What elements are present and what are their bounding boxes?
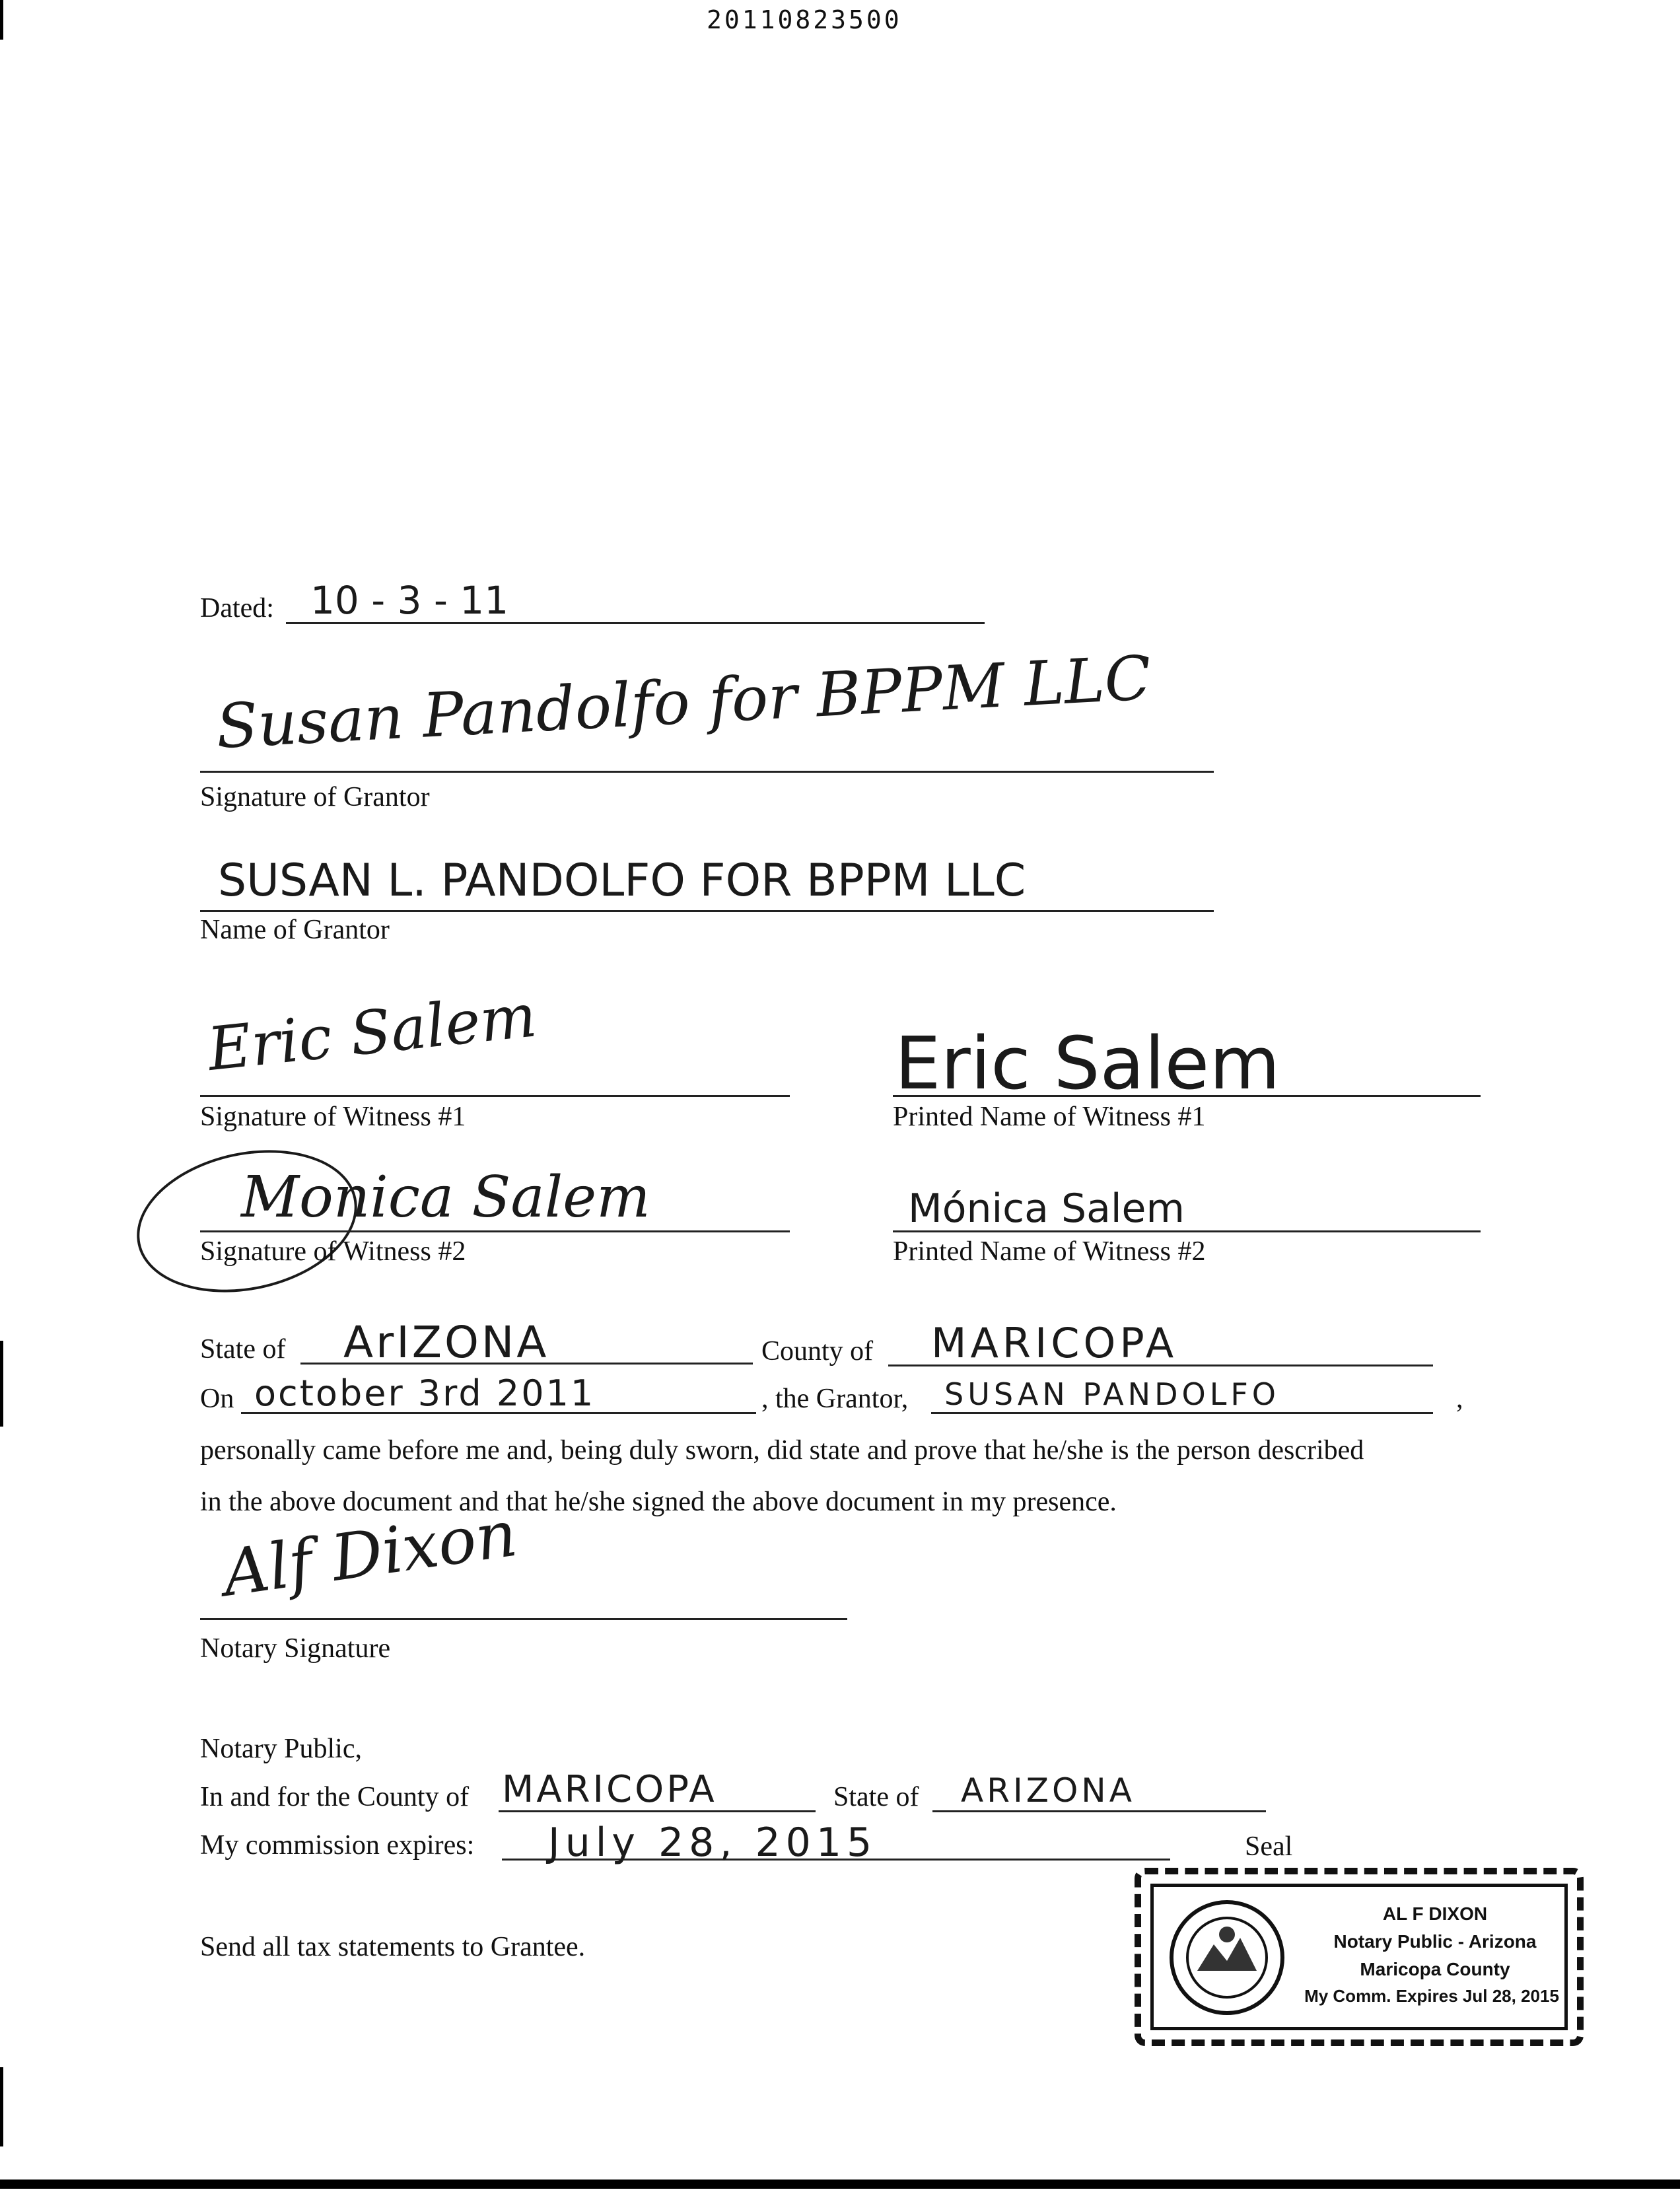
notary-signature-label: Notary Signature [200,1633,391,1664]
grantor-name-line [200,910,1214,912]
notary-public-label: Notary Public, [200,1734,362,1764]
stamp-name: AL F DIXON [1382,1903,1488,1924]
witness1-printed-value: Eric Salem [895,1021,1280,1106]
witness2-signature-line [200,1230,790,1232]
stamp-title: Notary Public - Arizona [1333,1931,1537,1952]
commission-value: July 28, 2015 [548,1820,878,1866]
on-label: On [200,1384,234,1414]
state-seal-emblem [1168,1898,1286,2017]
grantor-signature-label: Signature of Grantor [200,782,430,812]
witness2-printed-line [893,1230,1481,1232]
county-label: County of [761,1336,874,1366]
grantor-signature-line [200,771,1214,773]
witness2-signature-label: Signature of Witness #2 [200,1236,466,1267]
grantor-signature: Susan Pandolfo for BPPM LLC [214,642,1153,762]
notary-county-label: In and for the County of [200,1782,470,1812]
tax-statement-note: Send all tax statements to Grantee. [200,1932,586,1962]
seal-label: Seal [1245,1831,1293,1862]
witness2-signature: Monica Salem [241,1164,650,1230]
witness2-printed-value: Mónica Salem [908,1186,1185,1232]
commission-label: My commission expires: [200,1830,475,1861]
acknowledgment-text-line2: in the above document and that he/she signed the above document in my presence. [200,1487,1117,1517]
grantor-ack-value: SUSAN PANDOLFO [944,1376,1280,1412]
notary-state-line [932,1810,1266,1812]
state-label: State of [200,1334,286,1365]
scan-edge-left-bottom [0,2067,3,2146]
acknowledgment-text-line1: personally came before me and, being duly sworn, did state and prove that he/she is the person described [200,1435,1364,1466]
dated-value: 10 - 3 - 11 [310,578,509,623]
dated-label: Dated: [200,593,274,623]
notary-signature-line [200,1618,847,1620]
notary-stamp [1135,1868,1584,2046]
notary-state-label: State of [833,1782,919,1812]
notary-county-value: MARICOPA [502,1768,717,1811]
grantor-name-value: SUSAN L. PANDOLFO FOR BPPM LLC [218,855,1026,907]
witness1-printed-line [893,1095,1481,1097]
witness2-printed-label: Printed Name of Witness #2 [893,1236,1206,1267]
scan-edge-left-top [0,0,3,40]
stamp-county: Maricopa County [1360,1959,1510,1979]
witness1-printed-label: Printed Name of Witness #1 [893,1102,1206,1132]
notary-state-value: ARIZONA [961,1771,1135,1810]
grantor-name-label: Name of Grantor [200,915,390,945]
document-number: 20110823500 [707,5,902,34]
notary-signature: Alf Dixon [218,1496,522,1611]
witness1-signature-label: Signature of Witness #1 [200,1102,466,1132]
county-value: MARICOPA [931,1319,1178,1367]
scan-edge-bottom [0,2180,1680,2189]
witness1-signature: Eric Salem [204,981,540,1084]
grantor-ack-label: , the Grantor, [761,1384,909,1414]
stamp-expires: My Comm. Expires Jul 28, 2015 [1304,1986,1559,2006]
grantor-ack-line [931,1412,1433,1414]
on-value: october 3rd 2011 [254,1372,596,1414]
state-value: ArIZONA [343,1317,549,1368]
witness1-signature-line [200,1095,790,1097]
grantor-ack-comma: , [1456,1384,1463,1414]
scan-edge-left-mid [0,1341,3,1427]
